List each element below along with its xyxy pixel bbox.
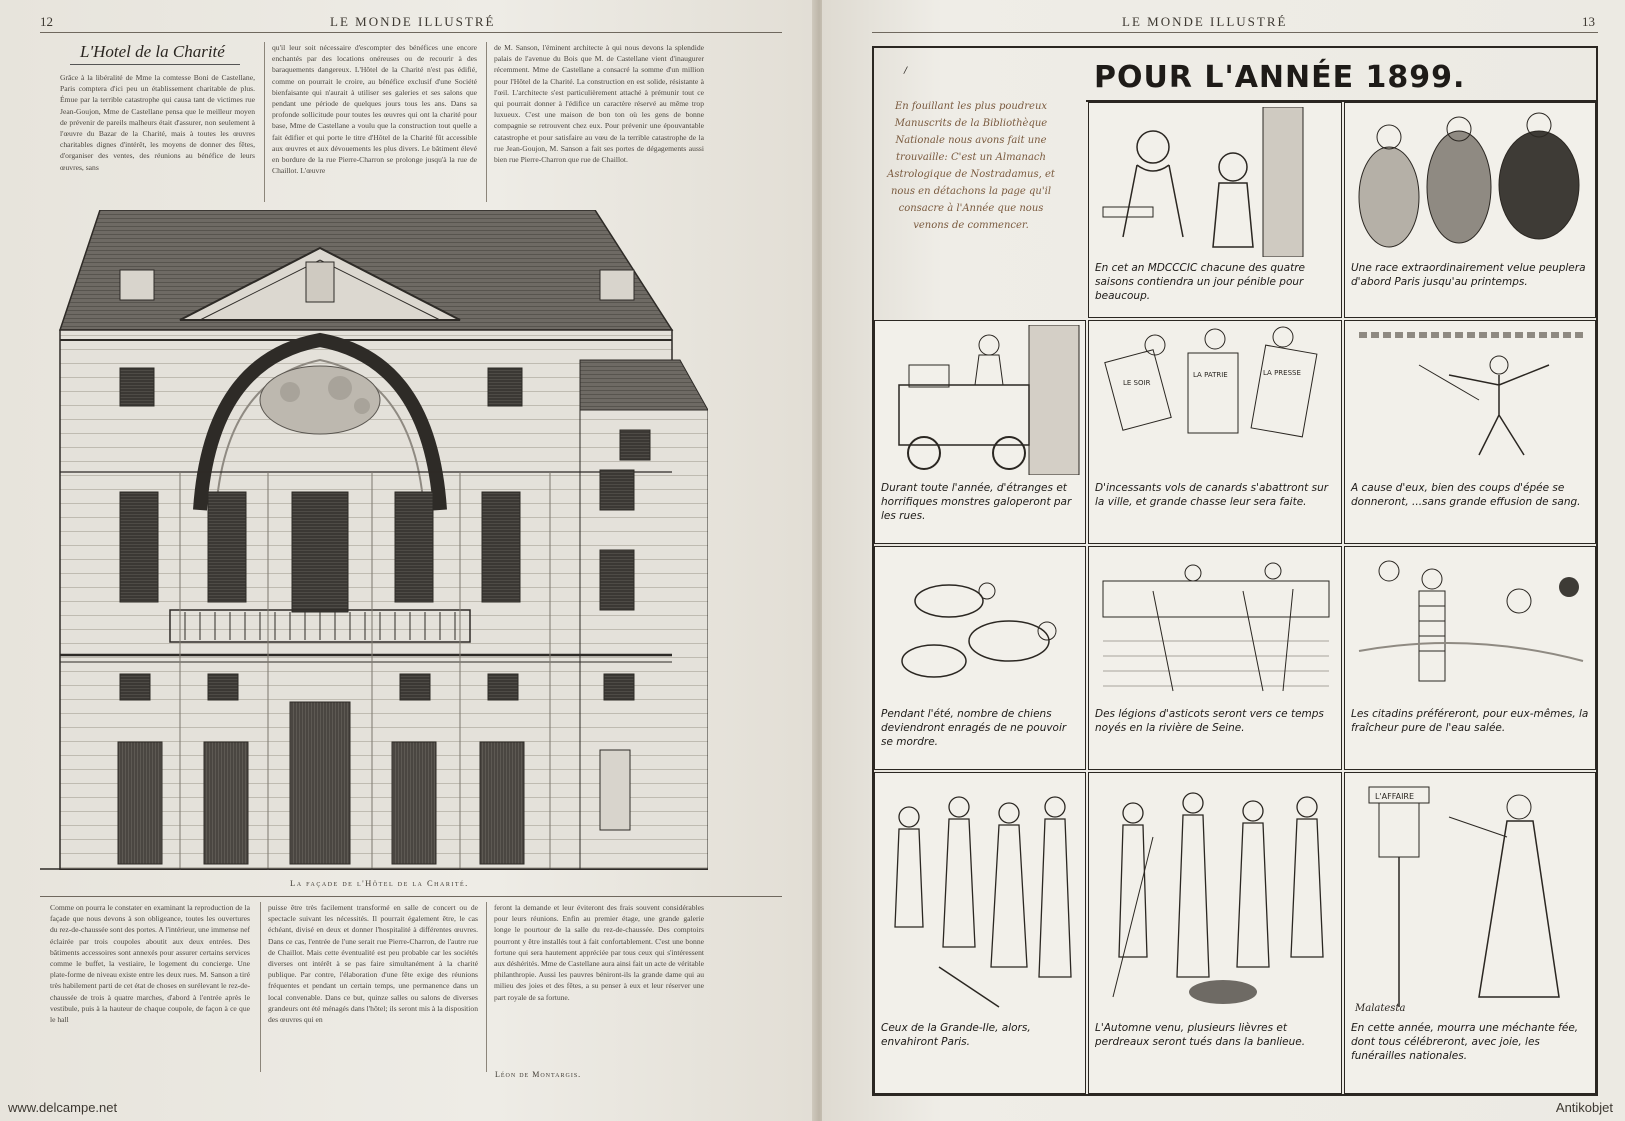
- panel-2-art: [1349, 107, 1593, 257]
- panel-4: [1088, 320, 1342, 544]
- panel-5: [1344, 320, 1596, 544]
- panel-1: [1088, 102, 1342, 318]
- watermark-left: www.delcampe.net: [8, 1100, 118, 1115]
- watermark-right: Antikobjet: [1555, 1100, 1613, 1115]
- panel-8-art: [1349, 551, 1593, 701]
- facade-engraving: [40, 210, 708, 870]
- title-rule: [70, 64, 240, 65]
- panel-8-caption: Les citadins préféreront, pour eux-mêmes, la fraîcheur pure de l'eau salée.: [1351, 708, 1589, 734]
- article-column-4: Comme on pourra le constater en examinant la reproduction de la façade que nous devons à son obligeance, toutes les ouvertures du rez-de-chaussée sont des portes. A l'intérieur, une immense nef éclairée par trois coupoles aboutit aux deux entrées. Des bâtiments accessoires sont annexés pour assurer certains services comme le buffet, la vestiaire, le logement du concierge. Une plate-forme de niveau existe entre les deux rues. M. Sanson a tiré très habilement parti de cet état de choses en surélevant le rez-de-chaussée de trois à quatre marches, d'abord à l'entrée après le vestibule, puis à la hauteur de chaque coupole, de façon à ce que le hall: [50, 903, 250, 1025]
- panel-3: [874, 320, 1086, 544]
- comic-strip: [872, 46, 1598, 1096]
- panel-11-caption: En cette année, mourra une méchante fée, dont tous célébreront, avec joie, les funérailles nationales.: [1351, 1022, 1579, 1062]
- article-signature: Léon de Montargis.: [495, 1070, 582, 1079]
- panel-2-caption: Une race extraordinairement velue peuplera d'abord Paris jusqu'au printemps.: [1351, 262, 1586, 288]
- panel-11: [1344, 772, 1596, 1094]
- page-number-right: 13: [1582, 14, 1595, 29]
- newspaper-label: LA PATRIE: [1193, 371, 1228, 379]
- panel-7-caption: Des légions d'asticots seront vers ce temps noyés en la rivière de Seine.: [1095, 708, 1324, 734]
- header-rule: [872, 32, 1598, 33]
- panel-11-art: [1349, 777, 1593, 1017]
- newspaper-label: LA PRESSE: [1263, 369, 1301, 377]
- intro-panel: [874, 48, 1086, 318]
- comic-title: POUR L'ANNÉE 1899.: [1094, 60, 1466, 95]
- panel-7: [1088, 546, 1342, 770]
- article-title: L'Hotel de la Charité: [80, 42, 225, 61]
- article-column-1: Grâce à la libéralité de Mme la comtesse Boni de Castellane, Paris comptera d'ici peu un établissement charitable de plus. Émue par la terrible catastrophe qui causa tant de victimes rue Jean-Goujon, Mme de Castellane pensa que le meilleur moyen de prévenir de pareils malheurs était d'assurer, non seulement à l'œuvre du Bazar de la Charité, mais à toutes les œuvres charitables dignes d'intérêt, les moyens de donner des fêtes, d'organiser des ventes, des réunions au bénéfice de leurs œuvres, sans: [60, 73, 255, 172]
- running-head-left: LE MONDE ILLUSTRÉ: [330, 14, 496, 29]
- panel-8: [1344, 546, 1596, 770]
- panel-5-art: [1349, 325, 1593, 475]
- panel-3-art: [879, 325, 1083, 475]
- caption-rule: [40, 896, 782, 897]
- header-rule: [40, 32, 782, 33]
- panel-5-caption: A cause d'eux, bien des coups d'épée se donneront, ...sans grande effusion de sang.: [1351, 482, 1581, 508]
- panel-4-art: [1093, 325, 1339, 475]
- signpost-text: L'AFFAIRE: [1375, 792, 1415, 801]
- column-rule: [260, 902, 261, 1072]
- article-column-2: qu'il leur soit nécessaire d'escompter des bénéfices une encore enchantés par des locations onéreuses ou de recourir à des baraquements dangereux. L'Hôtel de la Charité n'est pas édifié, comme on pourrait le croire, au bénéfice exclusif d'une Société bienfaisante qui n'aurait à utiliser ses galeries et ses salons que pendant une période de quelques jours tous les ans. Dans sa profonde sollicitude pour toutes les œuvres qui ont la charité pour base, Mme de Castellane a voulu que la construction tout quelle a fait édifier et qui porte le titre d'Hôtel de la Charité fût accessible aux œuvres et aux dévouements les plus divers. Le bâtiment élevé en bordure de la rue Pierre-Charron se prolonge jusqu'à la rue de Chaillot. L'œuvre: [272, 43, 477, 176]
- artist-signature: Malatesta: [1355, 1003, 1406, 1014]
- panel-3-caption: Durant toute l'année, d'étranges et horrifiques monstres galoperont par les rues.: [881, 482, 1072, 522]
- panel-1-art: [1093, 107, 1339, 257]
- column-rule: [486, 902, 487, 1072]
- panel-10: [1088, 772, 1342, 1094]
- panel-6-caption: Pendant l'été, nombre de chiens deviendront enragés de ne pouvoir se mordre.: [881, 708, 1067, 748]
- panel-6-art: [879, 551, 1083, 701]
- intro-text: En fouillant les plus poudreux Manuscrits de la Bibliothèque Nationale nous avons fait une trouvaille: C'est un Almanach Astrologique de Nostradamus, et nous en détachons la page qu'il consacre à l'Année que nous venons de commencer.: [887, 101, 1055, 231]
- running-head-right: LE MONDE ILLUSTRÉ: [1122, 14, 1288, 29]
- panel-9: [874, 772, 1086, 1094]
- engraving-caption: La façade de l'Hôtel de la Charité.: [290, 878, 469, 888]
- column-rule: [264, 42, 265, 202]
- panel-9-caption: Ceux de la Grande-Ile, alors, envahiront Paris.: [881, 1022, 1031, 1048]
- panel-9-art: [879, 777, 1083, 1017]
- panel-10-caption: L'Automne venu, plusieurs lièvres et perdreaux seront tués dans la banlieue.: [1095, 1022, 1306, 1048]
- panel-7-art: [1093, 551, 1339, 701]
- panel-1-caption: En cet an MDCCCIC chacune des quatre saisons contiendra un jour pénible pour beaucoup.: [1095, 262, 1305, 302]
- newspaper-label: LE SOIR: [1123, 379, 1151, 387]
- article-column-6: feront la demande et leur éviteront des frais souvent considérables pour leurs réunions. Enfin au premier étage, une grande galerie longe le pourtour de la salle du rez-de-chaussée. Des comptoirs pourront y être installés tout à fait confortablement. C'est une bonne fortune qui sera hautement appréciée par tous ceux qui s'intéressent aux déshérités. Mme de Castellane aura ainsi fait un acte de véritable philanthropie. Aussi les pauvres béniront-ils la grande dame qui au milieu des joies et des fêtes, a su penser à eux et leur réserver une part royale de sa fortune.: [494, 903, 704, 1002]
- panel-4-caption: D'incessants vols de canards s'abattront sur la ville, et grande chasse leur sera faite.: [1095, 482, 1329, 508]
- panel-6: [874, 546, 1086, 770]
- panel-2: [1344, 102, 1596, 318]
- article-column-5: puisse être très facilement transformé en salle de concert ou de spectacle suivant les nécessités. Il pourrait également être, le cas échéant, divisé en deux et donner l'hospitalité à différentes œuvres. Dans ce cas, l'entrée de l'une serait rue Pierre-Charron, de l'autre rue de Chaillot. Mais cette éventualité est peu probable car les sociétés diverses ont intérêt à se pas faire simultanément à la charité publique. Par contre, l'élaboration d'une fête exige des réunions fréquentes et pendant un certain temps, une permanence dans un local convenable. Dans ce but, quinze salles ou salons de diverses grandeurs ont été ménagés dans l'hôtel; ils seront mis à la disposition des œuvres qui en: [268, 903, 478, 1025]
- page-number-left: 12: [40, 14, 53, 29]
- panel-10-art: [1093, 777, 1339, 1017]
- right-page: [822, 0, 1625, 1121]
- column-rule: [486, 42, 487, 202]
- quill-mark: /: [904, 66, 908, 76]
- article-column-3: de M. Sanson, l'éminent architecte à qui nous devons la splendide palais de l'avenue du Bois que M. de Castellane vient d'inaugurer récemment. Mme de Castellane a consacré la somme d'un million pour l'Hôtel de la Charité. La construction en est solide, résistante à l'œil. L'architecte s'est particulièrement attaché à prémunir tout ce qui pourrait donner à l'édifice un caractère réservé au même trop luxueux. C'est une maison de bon ton où les gens de bonne compagnie se retrouvent chez eux. Pour prévenir une épouvantable catastrophe et pour satisfaire au vœu de la terrible catastrophe de la rue Jean-Goujon, M. Sanson a fait ses portes de dégagements aussi bien rue Pierre-Charron que rue de Chaillot.: [494, 43, 704, 165]
